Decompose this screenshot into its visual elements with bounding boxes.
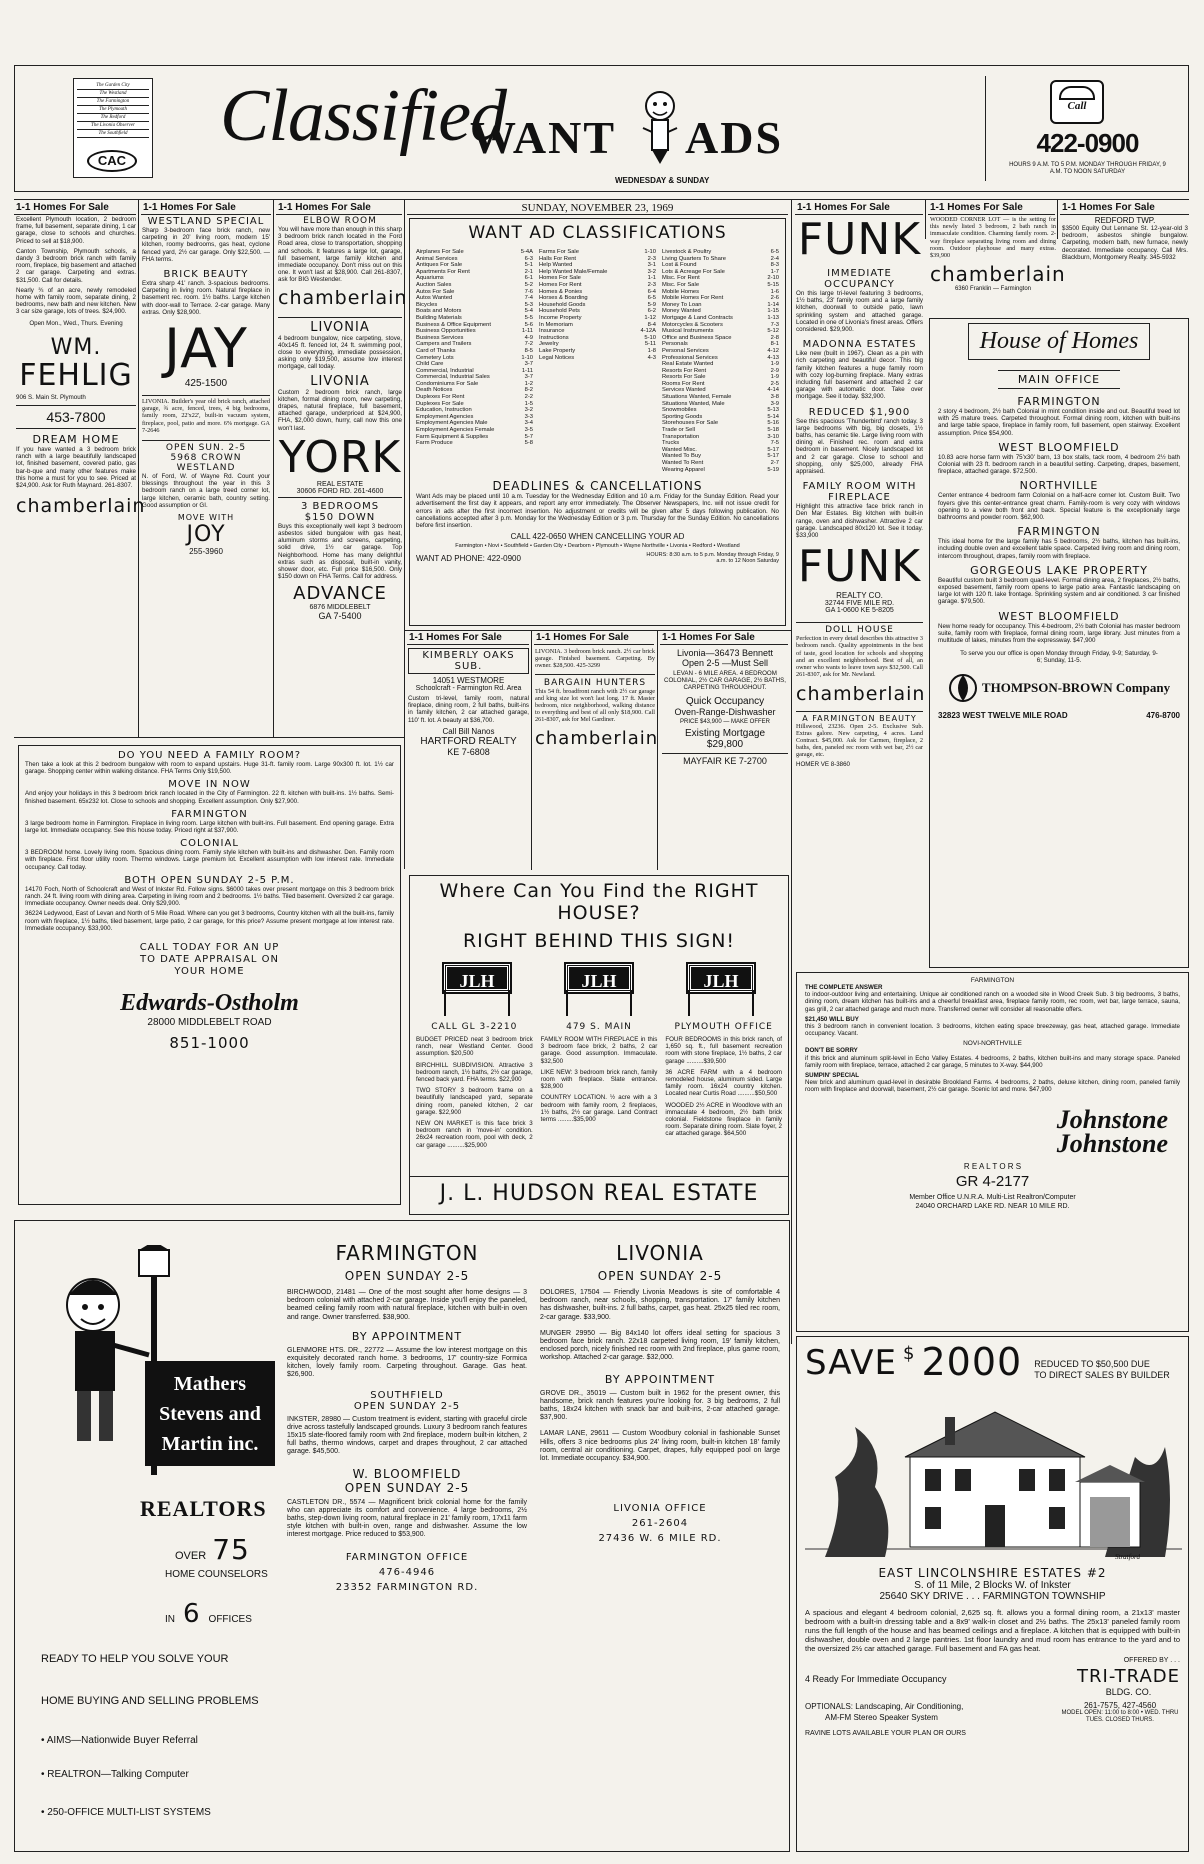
edwards-ostholm-logo: Edwards-Ostholm [120, 990, 299, 1017]
classification-row: Farm Produce 5-8 [416, 440, 533, 447]
dream-home-text: If you have wanted a 3 bedroom brick ranch with a large beautifully landscaped lot, finished basement, covered patio, gas bar-b-que and many other features make this home a must for you to see. Priced at $24,900. Ask for Ruth Maynard. 261-8307. [16, 446, 136, 490]
classification-row: Duplexes For Rent 2-2 [416, 394, 533, 401]
jlh-listing: LIKE NEW: 3 bedroom brick ranch, family room with fireplace. Slate entrance. $28,900 [540, 1068, 658, 1091]
classification-row: Situations Wanted, Male 3-9 [662, 400, 779, 407]
chamberlain-logo-2: chamberlain [278, 286, 408, 309]
save-amount: 2000 [921, 1340, 1023, 1384]
elbow-room-text: You will have more than enough in this sharp 3 bedroom brick ranch located in the Ford Road area, close to transportation, shopping and schools. It features a large lot, garage, full basement, large family kitchen and immediate occupancy. Don't miss out on this one. It won't last at $28,900. Call 261-8307, ask for BIG Westender. [278, 226, 402, 284]
brick-beauty-text: Extra sharp 41' ranch. 3-spacious bedrooms. Carpeting in living room. Natural fireplace in basement rec. room. 1½ baths. Large kitchen with door-wall to Terrace. 2-car garage. Many extras. Only $28,900. [142, 280, 270, 316]
classification-row: Legal Notices 4-3 [539, 354, 656, 361]
want-ad-phone: 422-0900 [1036, 128, 1139, 158]
paper-name: The Westland [77, 90, 149, 98]
classification-row: Living Quarters To Share 2-4 [662, 255, 779, 262]
fehlig-address: 906 S. Main St. Plymouth [16, 393, 86, 401]
jlh-listing: BUDGET PRICED neat 3 bedroom brick ranch, near Westland Center. Good assumption. $20,500 [416, 1036, 533, 1058]
classification-row: Commercial, Industrial Sales 3-7 [416, 374, 533, 381]
classification-row: Mobile Homes 1-6 [662, 288, 779, 295]
classification-row: Farm Equipment & Supplies 5-7 [416, 433, 533, 440]
classification-row: Bicycles 5-3 [416, 301, 533, 308]
classification-row: Trade or Sell 5-18 [662, 427, 779, 434]
masthead [14, 65, 1189, 192]
classification-row: Lost & Found 8-3 [662, 262, 779, 269]
livonia-head-2: LIVONIA [310, 373, 370, 389]
dream-home-head: DREAM HOME [32, 433, 120, 447]
col2-header: 1-1 Homes For Sale [141, 201, 271, 215]
redford-twp-ad: REDFORD TWP. $3500 Equity Out Lennane St. 12-year-old 3 bedroom, asbestos shingle bungalow. Carpeting, modern bath, new furnace, newly decorated. Immediate occupancy. Call Mrs. Blackburn, Montgomery Realty. 345-5932 [1062, 216, 1188, 261]
papers-logo [73, 78, 165, 182]
classification-row: Horses & Boarding 6-5 [539, 295, 656, 302]
crown-text: N. of Ford, W. of Wayne Rd. Count your blessings throughout the year in this 3 bedroom ranch on a large treed corner lot, large kitchen, ceramic bath, country setting. Good assumption or GI. [142, 473, 270, 509]
column-2 [142, 216, 270, 556]
classification-row: Lots & Acreage For Sale 1-7 [662, 268, 779, 275]
counselor-count: 75 [212, 1533, 250, 1566]
house-model-tag: Stratford [1115, 1553, 1141, 1561]
classification-row: Animal Services 6-3 [416, 255, 533, 262]
classification-row: Mortgage & Land Contracts 1-13 [662, 314, 779, 321]
deadlines-head: DEADLINES & CANCELLATIONS [492, 479, 703, 494]
classification-row: Death Notices 8-2 [416, 387, 533, 394]
brick-beauty-head: BRICK BEAUTY [163, 269, 249, 281]
jlh-sign-2: JLH [566, 964, 632, 992]
pencil-mascot-icon [635, 88, 685, 166]
jlh-footer: J. L. HUDSON REAL ESTATE [410, 1176, 788, 1206]
joy-phone: 255-3960 [189, 547, 223, 557]
york-logo: YORK [278, 431, 402, 483]
paper-name: The Redford [77, 114, 149, 122]
column-1 [16, 216, 146, 518]
fehlig-name: FEHLIG [19, 357, 133, 393]
classification-row: Farms For Sale 1-10 [539, 249, 656, 255]
paper-name: The Southfield [77, 130, 149, 138]
cancel-line: CALL 422-0650 WHEN CANCELLING YOUR AD [510, 532, 685, 542]
ads-title: ADS [685, 112, 784, 163]
classification-row: Musical Instruments 5-12 [662, 328, 779, 335]
classification-row: Boats and Motors 5-4 [416, 308, 533, 315]
classification-row: Household Pets 6-2 [539, 308, 656, 315]
classification-row: Insurance 4-12A [539, 328, 656, 335]
classification-row: Misc. For Sale 5-15 [662, 281, 779, 288]
classification-row: Real Estate Wanted 1-9 [662, 361, 779, 368]
tri-trade-logo: TRI-TRADE [1077, 1666, 1180, 1687]
jay-logo: JAY [164, 317, 248, 381]
classification-row: Employment Agencies Male 3-4 [416, 420, 533, 427]
msm-farmington-column: FARMINGTON OPEN SUNDAY 2-5 BIRCHWOOD, 21481 — One of the most sought after home designs — 3 bedroom colonial with attached 2-car garage. Inside you'll enjoy the paneled, beamed ceiling family room with natural fireplace, kitchen with built-in oven and range. Owner transferred. $38,900. BY APPOINTMENT GLENMORE HTS. DR., 22772 — Assume the low interest mortgage on this exquisitely decorated ranch home. 3 bedrooms, 17' country-size Formica kitchen, lovely family room. Carpeting throughout. Garage. Gas heat. $26,900. SOUTHFIELD OPEN SUNDAY 2-5 INKSTER, 28980 — Custom treatment is evident, starting with graceful circle drive across tastefully landscaped grounds. Luxury 3 bedroom ranch features 15x15 slate-floored family room with 2nd fireplace, modern built-in kitchen, 2 full baths, thermo windows, carpet and drapes throughout, 2 car attached garage. $45,500. W. BLOOMFIELD OPEN SUNDAY 2-5 CASTLETON DR., 5574 — Magnificent brick colonial home for the family who can appreciate its comfort and convenience. 4 large bedrooms, 2½ baths, step-down living room, natural fireplace in 21' family room, 17x11 farm style kitchen with built-in oven, range and dishwasher. Assume the low interest mortgage. Price reduced to $53,900. FARMINGTON OFFICE 476-4946 23352 FARMINGTON RD. [287, 1241, 527, 1593]
deadlines-text: Want Ads may be placed until 10 a.m. Tuesday for the Wednesday Edition and 10 a.m. Friday for the Sunday Edition. Read your advertisement the first day it appears, and report any error immediately. The Observer Newspapers, Inc. will not issue credit for errors in ads after the first incorrect insertion. No adjustment or credits will be given after 5 days following publication. No cancellations accepted after 3 p.m. Monday for the Wednesday Edition or 3 p.m. Thursday for the Sunday Edition. No cancellations before first insertion. [416, 493, 779, 529]
classification-row: Building Materials 5-5 [416, 314, 533, 321]
msm-realtors: REALTORS [140, 1496, 267, 1521]
classification-row: Livestock & Poultry 6-5 [662, 249, 779, 255]
ad-canton: Canton Township, Plymouth schools, a dandy 3 bedroom brick ranch with family room, fireplace, big basement and attached 2 car garage. Carpeting and extras. $31,500. Call for details. [16, 247, 136, 284]
msm-livonia-column: LIVONIA OPEN SUNDAY 2-5 DOLORES, 17504 — Friendly Livonia Meadows is site of comfortable 4 bedroom ranch, near schools, shopping, transportation. 17' family kitchen has dishwasher, built-ins. 2 full baths, carpet, gas heat. 25x25 tiled rec room, 2-car garage. $33,900. MUNGER 29950 — Big 84x140 lot offers ideal setting for spacious 3 bedroom face brick ranch. 22x18 carpeted living room, 19' family kitchen, enclosed porch, nicely finished rec room with 2nd fireplace, plus game room, workshop. Attached 2-car garage. $32,000. BY APPOINTMENT GROVE DR., 35019 — Custom built in 1962 for the present owner, this handsome, brick ranch features you're looking for. 3 big bedrooms, 2 full baths, 18x24 kitchen with snack bar and built-ins, 2-car attached garage. $37,900. LAMAR LANE, 29611 — Custom Woodbury colonial in fashionable Sunset Hills, offers 3 nice bedrooms plus 24' living room, built-in kitchen 18' family room, central air conditioning. Carpet, drapes, fully equipped pool on large lot. Immediate occupancy. $34,900. LIVONIA OFFICE 261-2604 27436 W. 6 MILE RD. [540, 1241, 780, 1545]
ad-plymouth: Excellent Plymouth location, 2 bedroom frame, full basement, separate dining, 1 car garage, close to schools and churches. Priced to sell at $18,900. [16, 216, 136, 245]
mid-col3-header: 1-1 Homes For Sale [660, 631, 788, 645]
classification-row: Wanted To Rent 2-7 [662, 460, 779, 466]
col6-header: 1-1 Homes For Sale [928, 201, 1055, 215]
mathers-stevens-martin-ad: Mathers Stevens and Martin inc. REALTORS OVER 75 HOME COUNSELORS IN 6 OFFICES READY TO HELP YOU SOLVE YOUR HOME BUYING AND SELLING PROBLEMS • AIMS—Nationwide Buyer Referral • REALTRON—Talking Computer • 250-OFFICE MULTI-LIST SYSTEMS FARMINGTON OPEN SUNDAY 2-5 BIRCHWOOD, 21481 — One of the most sought after home designs — 3 bedroom colonial with attached 2-car garage. Inside you'll enjoy the paneled, beamed ceiling family room with natural fireplace, kitchen with built-in oven and range. Owner transferred. $38,900. BY APPOINTMENT GLENMORE HTS. DR., 22772 — Assume the low interest mortgage on this exquisitely decorated ranch home. 3 bedrooms, 17' country-size Formica kitchen, lovely family room. Carpeting throughout. Garage. Gas heat. $26,900. SOUTHFIELD OPEN SUNDAY 2-5 INKSTER, 28980 — Custom treatment is evident, starting with graceful circle drive across tastefully landscaped grounds. Luxury 3 bedroom ranch features 15x15 slate-floored family room with 2nd fireplace, modern built-in kitchen, 2 full baths, thermo windows, carpet and drapes throughout, 2 car attached garage. $45,500. W. BLOOMFIELD OPEN SUNDAY 2-5 CASTLETON DR., 5574 — Magnificent brick colonial home for the family who can appreciate its comfort and convenience. 4 large bedrooms, 2½ baths, step-down living room, natural fireplace in 21' family room, 17x11 farm style kitchen with built-in oven, range and dishwasher. Assume the low interest mortgage. Price reduced to $53,900. FARMINGTON OFFICE 476-4946 23352 FARMINGTON RD. LIVONIA OPEN SUNDAY 2-5 DOLORES, 17504 — Friendly Livonia Meadows is site of comfortable 4 bedroom ranch, near schools, shopping, transportation. 17' family kitchen has dishwasher, built-ins. 2 full baths, carpet, gas heat. 25x25 tiled rec room, 2-car garage. $33,900. MUNGER 29950 — Big 84x140 lot offers ideal setting for spacious 3 bedroom face brick ranch. 22x18 carpeted living room, 19' family kitchen, enclosed porch, nicely finished rec room with 2nd fireplace, plus game room, workshop. Attached 2-car garage. $32,000. BY APPOINTMENT GROVE DR., 35019 — Custom built in 1962 for the present owner, this handsome, brick ranch features you're looking for. 3 big bedrooms, 2 full baths, 18x24 kitchen with snack bar and built-ins, 2-car attached garage. $37,900. LAMAR LANE, 29611 — Custom Woodbury colonial in fashionable Sunset Hills, offers 3 nice bedrooms plus 24' living room, built-in kitchen 18' family room, central air conditioning. Carpet, drapes, fully equipped pool on large lot. Immediate occupancy. $34,900. LIVONIA OFFICE 261-2604 27436 W. 6 MILE RD. [14, 1220, 790, 1852]
classification-row: Help Wanted 3-1 [539, 262, 656, 269]
jlh-listing: WOODED 2½ ACRE in Woodlove with an immaculate 4 bedroom, 2½ bath brick colonial. Fieldstone fireplace in family room. Separate dining room. Slate foyer, 2 car attached garage. $64,500 [665, 1101, 783, 1138]
classification-row: Wearing Apparel 5-19 [662, 466, 779, 473]
classification-row: Condominiums For Sale 1-2 [416, 380, 533, 387]
livonia-text-2: Custom 2 bedroom brick ranch, large kitchen, formal dining room, new carpeting, drapes, natural fireplace, full basement, attached garage, underpriced at $24,900, FHA, $2,000 down, hurry, call now this one won't last. [278, 388, 402, 432]
towns-line: Farmington • Novi • Southfield • Garden City • Dearborn • Plymouth • Wayne Northville • Livonia • Redford • Westland [455, 543, 740, 550]
classification-row: Wanted To Buy 5-17 [662, 453, 779, 460]
classification-row: Duplexes For Sale 1-5 [416, 400, 533, 407]
fehlig-wm: WM. [50, 334, 102, 360]
livonia-builder-ad: LIVONIA. Builder's year old brick ranch, attached garage, ¾ acre, fenced, trees, 4 big bedrooms, family room, 22'x22', built-in vacuum system, fireplace, pool, patio and more. 6% mortgage. GA 7-2646 [142, 395, 270, 434]
livonia-text-1: 4 bedroom bungalow, nice carpeting, stove, 40x145 ft. fenced lot, 24 ft. swimming pool, close to everything, immediate possession, asking only $19,500, assume low interest mortgage, call today. [278, 334, 402, 371]
johnstone-logo-2: Johnstone [1056, 1128, 1168, 1158]
col5-header: 1-1 Homes For Sale [795, 201, 923, 215]
jlh-sign-3: JLH [688, 964, 754, 992]
funk-logo-2: FUNK [797, 541, 922, 593]
crown-address: 5968 CROWN WESTLAND [170, 453, 242, 474]
classification-row: Transportation 3-10 [662, 433, 779, 440]
jlh-listing: NEW ON MARKET is this face brick 3 bedroom ranch in 'move-in' condition. 26x24 recreation room, pool with deck, 2 car garage ..........$25,900 [416, 1120, 533, 1149]
classification-row: Airplanes For Sale 5-4A [416, 249, 533, 255]
bargain-hunters-ad: LIVONIA. 3 bedroom brick ranch. 2½ car brick garage. Finished basement. Carpeting. By owner. $28,500. 425-3299 BARGAIN HUNTERS This 54 ft. broadfront ranch with 2½ car garage and king size lot won't last long. 17 ft. Master bedroom, nice neighborhood, walking distance to everything and best of all only $18,900. Call 261-8307, ask for Mel Gardiner. chamberlain [535, 648, 659, 749]
jlh-listing: BIRCHHILL SUBDIVISION. Attractive 3 bedroom ranch, 1½ baths, 2½ car garage, fenced back yard. FHA terms. $22,900 [416, 1061, 533, 1084]
telephone-icon: Call [1050, 80, 1104, 124]
thompson-brown-ad: House of Homes MAIN OFFICE FARMINGTON 2 story 4 bedroom, 2½ bath Colonial in mint condition inside and out. Beautiful treed lot with 25 mature trees. Carpeted throughout. Formal dining room, kitchen with built-ins and large table space, fireplace in family room, full basement, open stairway. Excellent assumption. Price $54,900. WEST BLOOMFIELD 10.83 acre horse farm with 75'x30' barn, 13 box stalls, tack room, 4 bedroom 2½ bath Colonial with 23 ft. bedroom ranch in a beautiful setting. Carpeting, drapes, basement, fireplace, attached garage. $72,500. NORTHVILLE Center entrance 4 bedroom farm Colonial on a half-acre corner lot. Custom Built. Two foyers give this center-entrance great charm. Family-room is very cozy with windows opening to a view both front and back. Special feature is the exceptionally large bathrooms and powder room. $62,900. FARMINGTON This ideal home for the large family has 5 bedrooms, 2½ baths, kitchen has built-ins, including double oven and excellent table space. Carpeted living room and dining room, intercom throughout, drapes, family room with fireplace. GORGEOUS LAKE PROPERTY Beautiful custom built 3 bedroom quad-level. Formal dining area, 2 fireplaces, 2½ baths, exposed basement, family room opens to large patio area. Fantastic landscaping on large lot with 120 ft. lake frontage. Sprinkling system and air conditioned. 3 car finished garage. $79,500. WEST BLOOMFIELD New home ready for occupancy. This 4-bedroom, 2½ bath Colonial has master bedroom suite, family room with fireplace, formal dining room, large library. Just minutes from a multitude of lakes, minutes from the expressway. $47,900 To serve you our office is open Monday through Friday, 9-9; Saturday, 9-6; Sunday, 11-5. THOMPSON-BROWN Company 32823 WEST TWELVE MILE ROAD 476-8700 [929, 318, 1189, 968]
classification-row: Homes For Sale 1-1 [539, 275, 656, 282]
classification-row: Motorcycles & Scooters 7-3 [662, 321, 779, 328]
classification-row: Sporting Goods 5-14 [662, 413, 779, 420]
york-sub: REAL ESTATE [316, 480, 364, 488]
paper-name: The Plymouth [77, 106, 149, 114]
three-bedrooms-sub: $150 DOWN [304, 511, 376, 523]
classification-row: Jewelry 5-11 [539, 341, 656, 348]
funk-logo-1: FUNK [797, 214, 922, 265]
classification-row: Business & Office Equipment 5-6 [416, 321, 533, 328]
hours-line: HOURS: 8:30 a.m. to 5 p.m. Monday through Friday, 9 a.m. to 12 Noon Saturday [646, 552, 779, 565]
jlh-listing: TWO STORY 3 bedroom frame on a beautifully landscaped yard, separate dining room, paneled kitchen, 2 car garage. $22,900 [416, 1087, 533, 1116]
classification-row: Antiques For Sale 5-1 [416, 262, 533, 269]
fehlig-phone: 453-7800 [16, 405, 136, 429]
jlh-office-column: 479 S. MAIN FAMILY ROOM WITH FIREPLACE in this 3 bedroom face brick, 2 baths, 2 car garage. Good assumption. Immaculate. $32,500 LIKE NEW: 3 bedroom brick ranch, family room with fireplace. Slate entrance. $28,900 COUNTRY LOCATION. ½ acre with a 3 bedroom with family room, 2 fireplaces, 1½ baths, 2½ car garage. Land Contract terms .........$35,900 [540, 1022, 658, 1124]
johnstone-ad: FARMINGTON THE COMPLETE ANSWER to indoor-outdoor living and entertaining. Unique air conditioned ranch on a wooded site in Wood Creek Sub. 3 big bedrooms, 3 baths, dining room, dream kitchen has built-ins and a cheerful breakfast area, fireplace family room, rec room, wet bar, large terrace, sauna, gas grill, 2 car attached garage and much more. Transferred owner will consider all reasonable offers. $21,450 WILL BUY this 3 bedroom ranch in convenient location. 3 bedrooms, kitchen eating space breezeway, gas heat, attached garage. Immediate occupancy. Vacant. NOVI-NORTHVILLE DON'T BE SORRY if this brick and aluminum split-level in Echo Valley Estates. 4 bedrooms, 2 baths, kitchen built-ins and many storage space. Paneled family room with fireplace, terrace, attached 2 car garage, 5 minutes to X-way. $44,900 SUMPIN' SPECIAL New brick and aluminum quad-level in desirable Brookland Farms. 4 bedrooms, 2 baths, deluxe kitchen, dining room, paneled family room with fireplace and doorwall, basement, 2½ car garage. Scenic lot and more. $47,900 Johnstone Johnstone R E A L T O R S GR 4-2177 Member Office U.N.R.A. Multi-List Realtron/Computer 24040 ORCHARD LAKE RD. NEAR 10 MILE RD. [796, 972, 1189, 1332]
classification-row: Wanted Misc. 5-17 [662, 446, 779, 453]
want-ad-phone-line: WANT AD PHONE: 422-0900 [416, 553, 521, 563]
mid-col1-header: 1-1 Homes For Sale [407, 631, 529, 645]
jlh-listing: FOUR BEDROOMS in this brick ranch, of 1,650 sq. ft., full basement recreation room with stone fireplace, 1½ baths, 2 car garage ..........$39,500 [665, 1036, 783, 1065]
classification-row: Employment Agencies Female 3-5 [416, 427, 533, 434]
classification-row: Household Goods 5-9 [539, 301, 656, 308]
classification-row: Business Services 4-9 [416, 334, 533, 341]
classification-row: Mobile Homes For Rent 2-6 [662, 295, 779, 302]
msm-sign: Mathers Stevens and Martin inc. [145, 1361, 275, 1466]
classification-row: Storehouses For Sale 5-16 [662, 420, 779, 427]
classification-row: Autos For Sale 7-6 [416, 288, 533, 295]
classification-row: Business Opportunities 1-11 [416, 328, 533, 335]
office-count: 6 [183, 1599, 201, 1629]
advance-logo: ADVANCE [293, 583, 387, 605]
classification-row: Aquariums 6-1 [416, 275, 533, 282]
jlh-listing: COUNTRY LOCATION. ½ acre with a 3 bedroom with family room, 2 fireplaces, 1½ baths, 2½ car garage. Land Contract terms .........$35,900 [540, 1094, 658, 1124]
move-with: MOVE WITH [177, 513, 235, 523]
bennett-ad: Livonia—36473 Bennett Open 2-5 —Must Sell LEVAN - 6 MILE AREA. 4 BEDROOM COLONIAL, 2½ CAR GARAGE, 2½ BATHS, CARPETING THROUGHOUT. Quick Occupancy Oven-Range-Dishwasher PRICE $43,900 — MAKE OFFER Existing Mortgage $29,800 MAYFAIR KE 7-2700 [662, 648, 788, 766]
date-line: SUNDAY, NOVEMBER 23, 1969 [407, 202, 788, 215]
edwards-ostholm-ad: DO YOU NEED A FAMILY ROOM? Then take a look at this 2 bedroom bungalow with room to expand upstairs. Huge 31-ft. family room. Large 90x300 ft. lot. 1½ car garage. Shopping center within walking distance. FHA Terms Only $19,500. MOVE IN NOW And enjoy your holidays in this 3 bedroom brick ranch located in the City of Farmington. 22 ft. kitchen with built-ins. 1½ baths. Semi-finished basement. 65x232 lot. Close to schools and shopping. Excellent assumption. Only $27,900. FARMINGTON 3 large bedroom home in Farmington. Fireplace in living room. Large kitchen with built-ins. Full basement. End opening garage. Extra large lot. Immediate occupancy. See this house today. Priced right at $37,900. COLONIAL 3 BEDROOM home. Lovely living room. Spacious dining room. Family style kitchen with built-ins and dishwasher. Den. Family room with fireplace. First floor utility room. Thermo windows. Large premium lot. Excellent assumption with low interest rate. Immediate occupancy. Call today. BOTH OPEN SUNDAY 2-5 P.M. 14170 Foch, North of Schoolcraft and West of Inkster Rd. Follow signs. $6000 takes over present mortgage on this 3 bedroom brick ranch. 24 ft. living room with dining area. Carpeting in living room and 2 bedrooms. 1½ baths. Tiled basement. Oversized 2 car garage. Immediate occupancy. Owner needs deal. Only $29,900. 36224 Ledywood, East of Levan and North of 5 Mile Road. Where can you get 3 bedrooms, Country kitchen with all the built-ins, family room with fireplace, 1½ baths, tiled basement, large patio, 2 car garage, for this price? Assume present mortgage at low interest rate. Immediate occupancy. $33,900. CALL TODAY FOR AN UP TO DATE APPRAISAL ON YOUR HOME Edwards-Ostholm 28000 MIDDLEBELT ROAD 851-1000 [18, 745, 401, 1205]
open-hours: Open Mon., Wed., Thurs. Evening [29, 319, 123, 327]
col1-header: 1-1 Homes For Sale [14, 201, 136, 215]
classification-row: Snowmobiles 5-13 [662, 407, 779, 414]
classification-row: Personals 8-1 [662, 341, 779, 348]
classification-row: Autos Wanted 7-4 [416, 295, 533, 302]
office-hours: HOURS 9 A.M. TO 5 P.M. MONDAY THROUGH FRIDAY, 9 A.M. TO NOON SATURDAY [1009, 162, 1166, 175]
kimberly-oaks-ad: KIMBERLY OAKS SUB. 14051 WESTMORE Schoolcraft - Farmington Rd. Area Custom tri-level, family room, natural fireplace, dining room, 2 full baths, built-ins in family kitchen, 2 car attached garage, 110' ft. lot. A beauty at $36,700. Call Bill Nanos HARTFORD REALTY KE 7-6808 [408, 650, 529, 757]
classification-row: Homes & Ponies 6-4 [539, 288, 656, 295]
livonia-head-1: LIVONIA [278, 317, 402, 335]
classification-row: Resorts For Rent 2-9 [662, 367, 779, 374]
westland-special-head: WESTLAND SPECIAL [147, 216, 265, 227]
advance-phone: GA 7-5400 [318, 611, 362, 622]
classification-row: Money Wanted 1-15 [662, 308, 779, 315]
want-title: WANT [470, 112, 617, 163]
paper-name: The Livonia Observer [77, 122, 149, 130]
tri-trade-ad: SAVE $ 2000 REDUCED TO $50,500 DUE TO DIRECT SALES BY BUILDER Stratford EAST LINCOLNSHIRE ESTATES #2 S. of 11 Mile, 2 Blocks W. of Inkster 25640 SKY DRIVE . . . FARMINGTON TOWNSHIP A spacious and elegant 4 bedroom colonial, 2,625 sq. ft. allows you a formal dining room, a 21x13' master bedroom with a built-in dressing table and a 8x9' walk-in closet and 2½ baths. The 25x13' paneled family room runs the full length of the house and has beamed ceilings and a fireplace. A kitchen that is equipped with built-in dishwasher, double oven and 2 large pantries. 1st floor laundry and mud room has entrance to the yard and to the oversized 2½ car attached garage. Full basement and FA gas heat. OFFERED BY . . . 4 Ready For Immediate Occupancy TRI-TRADE BLDG. CO. OPTIONALS: Landscaping, Air Conditioning, AM-FM Stereo Speaker System 261-7575, 427-4560 MODEL OPEN: 11:00 to 8:00 • WED. THRU TUES. CLOSED THURS. RAVINE LOTS AVAILABLE YOUR PLAN OR OURS [796, 1336, 1189, 1852]
three-bedrooms-head: 3 BEDROOMS [300, 500, 380, 512]
classification-row: Help Wanted Male/Female 3-2 [539, 268, 656, 275]
classification-row: Homes For Rent 2-3 [539, 281, 656, 288]
wooded-corner-ad: WOODED CORNER LOT — is the setting for this newly listed 3 bedroom, 2 bath ranch in immaculate condition. Charming family room. 2-way fireplace separating living room and dining room. Outdoor playhouse and many extras. $39,900 chamberlain 6360 Franklin — Farmington [930, 216, 1066, 293]
thompson-brown-swirl-icon [948, 673, 978, 703]
classifications-box [409, 218, 786, 626]
classification-row: Education, Instruction 3-2 [416, 407, 533, 414]
col3-header: 1-1 Homes For Sale [276, 201, 402, 215]
classification-row: Halls For Rent 2-3 [539, 255, 656, 262]
classification-row: In Memoriam 8-4 [539, 321, 656, 328]
classifications-head: WANT AD CLASSIFICATIONS [468, 223, 727, 243]
classification-row: Employment Agencies 3-3 [416, 413, 533, 420]
classification-row: Auction Sales 5-2 [416, 281, 533, 288]
issue-days: WEDNESDAY & SUNDAY [615, 176, 710, 185]
funk-column: FUNK IMMEDIATE OCCUPANCY On this large tri-level featuring 3 bedrooms, 1½ baths, 23' family room and a large family kitchen, doorwall to outside patio, lawn sprinkling system and attached garage. Located in one of Livonia's finest areas. Offers considered. $29,900. MADONNA ESTATES Like new (built in 1967). Clean as a pin with rich carpeting and beautiful decor. This big family kitchen features a huge family room with cozy log-burning fireplace. Many extras including full basement and attached 2 car garage with automatic door. Take over mortgage. See it today. $32,900. REDUCED $1,900 See this spacious 'Thunderbird' ranch today. 3 large bedrooms with big, big closets, 1½ baths, has ceramic tile. Large living room with dining el. Finished rec. room and extra bedroom in basement. Nicely landscaped lot and 2 car garage. Close to school and shopping, only $25,000, already FHA appraised. FAMILY ROOM WITH FIREPLACE Highlight this attractive face brick ranch in Den Mar Estates. Big kitchen with built-in range, oven and dishwasher. Attractive 2 car garage. Landscaped 80x120 lot. See it today. $33,900 FUNK REALTY CO. 32744 FIVE MILE RD. GA 1-0600 KE 5-8205 DOLL HOUSE Perfection in every detail describes this attractive 3 bedroom ranch. Quality appointments in the best of taste, good location for schools and shopping and an excellent neighborhood. Best of all, an owner who wants to leave town says $32,500. Call 261-8307, ask for Mr. Newland. chamberlain A FARMINGTON BEAUTY Hillswood, 23236. Open 2-5. Exclusive Sub. Extras galore. New carpeting, 4 acres. Land Contract. $45,000. Ask for Carmen, fireplace, 2 baths, den, paneled rec room with wet bar, 2½ car garage, etc. HOMER VE 8-3860 [796, 214, 926, 768]
col7-header: 1-1 Homes For Sale [1060, 201, 1189, 215]
elbow-room-head: ELBOW ROOM [303, 216, 377, 226]
classification-row: Rooms For Rent 2-5 [662, 380, 779, 387]
jlh-office-column: PLYMOUTH OFFICE FOUR BEDROOMS in this brick ranch, of 1,650 sq. ft., full basement recreation room with stone fireplace, 1½ baths, 2 car garage ..........$39,500 36 ACRE FARM with a 4 bedroom remodeled house, aluminum sided. Large family room. 16x24 country kitchen. Located near Curtis Road ..........$50,500 WOODED 2½ ACRE in Woodlove with an immaculate 4 bedroom, 2½ bath brick colonial. Fieldstone fireplace in family room. Separate dining room. Slate foyer, 2 car attached garage. $64,500 [665, 1022, 783, 1138]
classification-row: Instructions 5-10 [539, 334, 656, 341]
classification-row: Professional Services 4-13 [662, 354, 779, 361]
three-bedrooms-text: Buys this exceptionally well kept 3 bedroom asbestos sided bungalow with gas heat, aluminum storms and screens, carpeting, solid drive, 1½ car garage. Top Neighborhood. Home has many delightful extras such as disposal, built-in vanity, shower door, etc. Full price $16,500. Only $150 down on FHA Terms. Call for address. [278, 522, 402, 581]
classification-row: Personal Services 4-12 [662, 347, 779, 354]
classification-row: Campers and Trailers 7-2 [416, 341, 533, 348]
classification-row: Income Property 1-12 [539, 314, 656, 321]
paper-name: The Farmington [77, 98, 149, 106]
classification-row: Resorts For Sale 1-9 [662, 374, 779, 381]
jlh-listing: FAMILY ROOM WITH FIREPLACE in this 3 bedroom face brick, 2 baths, 2 car garage. Good assumption. Immaculate. $32,500 [540, 1036, 658, 1065]
classification-row: Services Wanted 4-14 [662, 387, 779, 394]
thompson-brown-logo: THOMPSON-BROWN Company [981, 679, 1171, 695]
classified-script-title: Classified [220, 75, 507, 157]
paper-name: The Garden City [77, 82, 149, 90]
jlh-sign-1: JLH [444, 964, 510, 992]
york-address: 30606 FORD RD. 261-4600 [278, 488, 402, 498]
westland-special-text: Sharp 3-bedroom face brick ranch, new carpeting in 20' living room, modern 15' kitchen, roomy bedrooms, gas heat, cyclone fenced yard, 2½ car garage. Only $22,500. — FHA terms. [142, 227, 270, 263]
classification-row: Money To Loan 1-14 [662, 301, 779, 308]
classification-row: Misc. For Rent 2-10 [662, 275, 779, 282]
jlh-ad: Where Can You Find the RIGHT HOUSE? RIGHT BEHIND THIS SIGN! JLH JLH JLH CALL GL 3-2210 BUDGET PRICED neat 3 bedroom brick ranch, near Westland Center. Good assumption. $20,500 BIRCHHILL SUBDIVISION. Attractive 3 bedroom ranch, 1½ baths, 2½ car garage, fenced back yard. FHA terms. $22,900 TWO STORY 3 bedroom frame on a beautifully landscaped yard, separate dining room, paneled kitchen, 2 car garage. $22,900 NEW ON MARKET is this face brick 3 bedroom ranch in 'move-in' condition. 26x24 recreation room, pool with deck, 2 car garage ..........$25,900 479 S. MAIN FAMILY ROOM WITH FIREPLACE in this 3 bedroom face brick, 2 baths, 2 car garage. Good assumption. Immaculate. $32,500 LIKE NEW: 3 bedroom brick ranch, family room with fireplace. Slate entrance. $28,900 COUNTRY LOCATION. ½ acre with a 3 bedroom with family room, 2 fireplaces, 1½ baths, 2½ car garage. Land Contract terms .........$35,900 PLYMOUTH OFFICE FOUR BEDROOMS in this brick ranch, of 1,650 sq. ft., full basement recreation room with stone fireplace, 1½ baths, 2 car garage ..........$39,500 36 ACRE FARM with a 4 bedroom remodeled house, aluminum sided. Large family room. 16x24 country kitchen. Located near Curtis Road ..........$50,500 WOODED 2½ ACRE in Woodlove with an immaculate 4 bedroom, 2½ bath brick colonial. Fieldstone fireplace in family room. Separate dining room. Slate foyer, 2 car attached garage. $64,500 J. L. HUDSON REAL ESTATE [409, 875, 789, 1215]
open-sun-head: OPEN SUN. 2-5 [142, 440, 270, 453]
joy-logo: JOY [186, 522, 226, 548]
jlh-office-column: CALL GL 3-2210 BUDGET PRICED neat 3 bedroom brick ranch, near Westland Center. Good assumption. $20,500 BIRCHHILL SUBDIVISION. Attractive 3 bedroom ranch, 1½ baths, 2½ car garage, fenced back yard. FHA terms. $22,900 TWO STORY 3 bedroom frame on a beautifully landscaped yard, separate dining room, paneled kitchen, 2 car garage. $22,900 NEW ON MARKET is this face brick 3 bedroom ranch in 'move-in' condition. 26x24 recreation room, pool with deck, 2 car garage ..........$25,900 [416, 1022, 533, 1149]
house-of-homes-script: House of Homes [968, 323, 1150, 360]
cac-logo: CAC [87, 150, 137, 172]
advance-address: 6876 MIDDLEBELT [309, 604, 371, 612]
classification-row: Trucks 7-5 [662, 440, 779, 447]
classification-row: Office and Business Space 2-8 [662, 334, 779, 341]
classification-row: Lake Property 1-8 [539, 347, 656, 354]
classification-row: Card of Thanks 8-5 [416, 347, 533, 354]
ad-three-quarter-acre: Nearly ¾ of an acre, newly remodeled home with family room, separate dining, 2 bedrooms, new bath and new kitchen. New 3 car size garage, lots of trees. $24,900. [16, 286, 136, 316]
save-headline: SAVE [805, 1343, 898, 1383]
chamberlain-logo-1: chamberlain [16, 495, 146, 518]
classification-row: Commercial, Industrial 1-11 [416, 367, 533, 374]
jlh-listing: 36 ACRE FARM with a 4 bedroom remodeled house, aluminum sided. Large family room. 16x24 country kitchen. Located near Curtis Road ..........$50,500 [665, 1068, 783, 1098]
column-3 [278, 216, 408, 622]
johnstone-logo: Johnstone [1056, 1104, 1168, 1134]
colonial-house-illustration [805, 1387, 1180, 1562]
mid-col2-header: 1-1 Homes For Sale [534, 631, 654, 645]
jay-phone: 425-1500 [184, 378, 228, 390]
classification-row: Cemetery Lots 1-10 [416, 354, 533, 361]
classification-row: Child Care 3-7 [416, 361, 533, 368]
classification-row: Situations Wanted, Female 3-8 [662, 394, 779, 401]
classification-row: Apartments For Rent 2-1 [416, 268, 533, 275]
